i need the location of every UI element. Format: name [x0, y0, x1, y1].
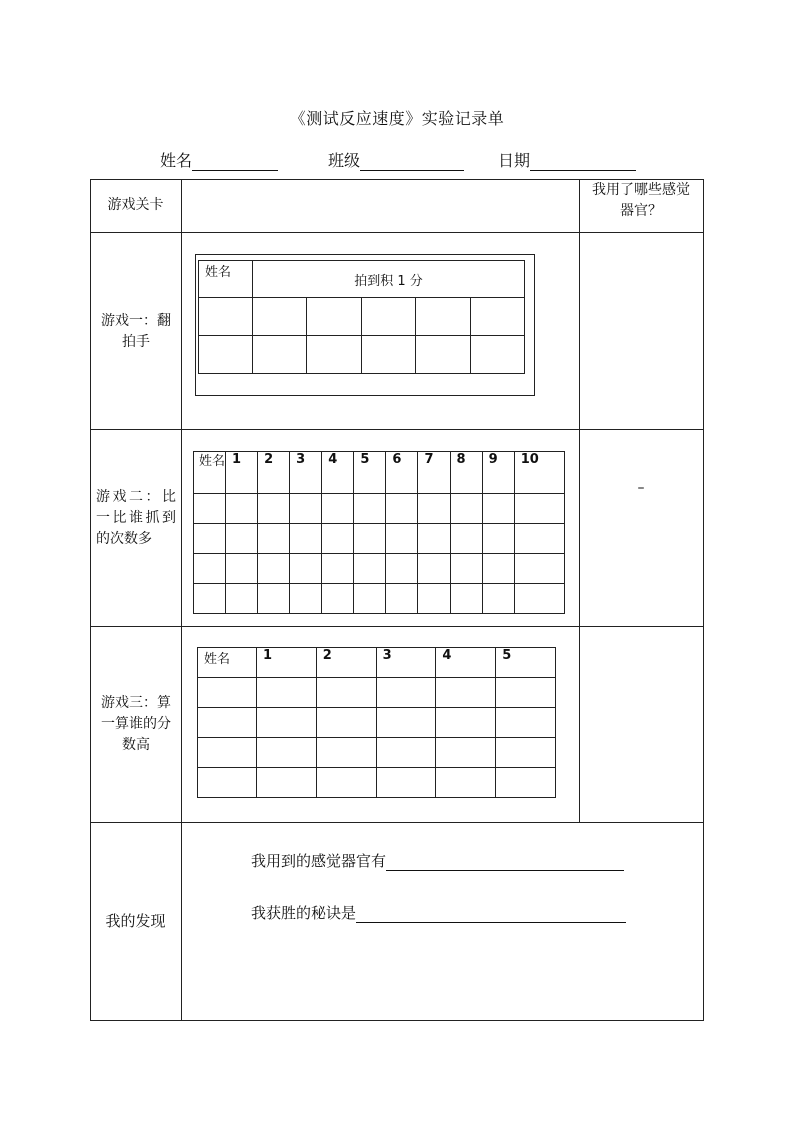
game1-name-header: 姓名: [199, 261, 253, 298]
senses-used-label: 我用到的感觉器官有: [251, 852, 387, 870]
game2-col-header: 2: [258, 452, 290, 494]
game1-cell[interactable]: [361, 336, 415, 374]
game3-cell[interactable]: [436, 738, 496, 768]
game1-cell[interactable]: [416, 298, 470, 336]
row-divider-1: [90, 232, 704, 233]
game3-cell[interactable]: [376, 738, 436, 768]
column-divider-1: [181, 179, 182, 1021]
game2-cell[interactable]: [194, 494, 226, 524]
game2-cell[interactable]: [194, 584, 226, 614]
row-divider-4: [90, 822, 704, 823]
game2-cell[interactable]: [322, 494, 354, 524]
game3-cell[interactable]: [436, 768, 496, 798]
game2-cell[interactable]: [258, 524, 290, 554]
game2-cell[interactable]: [514, 494, 564, 524]
stage-column-header: 游戏关卡: [107, 197, 164, 213]
game1-cell[interactable]: [470, 298, 525, 336]
winning-secret-field[interactable]: [251, 902, 626, 923]
game3-cell[interactable]: [257, 708, 317, 738]
game2-cell[interactable]: [482, 584, 514, 614]
row-divider-3: [90, 626, 704, 627]
row-divider-2: [90, 429, 704, 430]
game3-cell[interactable]: [198, 768, 257, 798]
game3-cell[interactable]: [436, 708, 496, 738]
game2-cell[interactable]: [258, 494, 290, 524]
class-field[interactable]: [328, 148, 464, 171]
senses-used-blank[interactable]: [386, 852, 624, 871]
game2-cell[interactable]: [258, 554, 290, 584]
game2-cell[interactable]: [418, 494, 450, 524]
page-title: 《测试反应速度》实验记录单: [289, 109, 505, 128]
game2-name-header: 姓名: [194, 452, 226, 494]
game2-col-header: 8: [450, 452, 482, 494]
game1-label: 游戏一：翻拍手: [101, 313, 171, 350]
game3-name-header: 姓名: [198, 648, 257, 678]
game3-col-header: 2: [316, 648, 376, 678]
game2-cell[interactable]: [386, 494, 418, 524]
game3-cell[interactable]: [376, 678, 436, 708]
senses-used-field[interactable]: [251, 850, 624, 871]
game2-cell[interactable]: [418, 584, 450, 614]
game1-cell[interactable]: [253, 298, 307, 336]
game2-cell[interactable]: [482, 524, 514, 554]
game2-cell[interactable]: [514, 524, 564, 554]
game3-cell[interactable]: [198, 738, 257, 768]
game3-cell[interactable]: [257, 738, 317, 768]
game2-col-header: 3: [290, 452, 322, 494]
game2-cell[interactable]: [226, 494, 258, 524]
game2-cell[interactable]: [418, 554, 450, 584]
game3-col-header: 3: [376, 648, 436, 678]
column-divider-2: [579, 179, 580, 823]
game2-cell[interactable]: [322, 524, 354, 554]
game1-cell[interactable]: [416, 336, 470, 374]
game3-cell[interactable]: [198, 678, 257, 708]
game3-cell[interactable]: [436, 678, 496, 708]
game2-cell[interactable]: [354, 554, 386, 584]
game3-cell[interactable]: [496, 738, 556, 768]
name-field[interactable]: [160, 148, 278, 171]
game2-cell[interactable]: [290, 494, 322, 524]
game2-cell[interactable]: [226, 584, 258, 614]
game1-cell[interactable]: [307, 298, 361, 336]
game3-col-header: 4: [436, 648, 496, 678]
class-blank[interactable]: [360, 152, 464, 171]
findings-label: 我的发现: [105, 912, 166, 930]
game2-col-header: 10: [514, 452, 564, 494]
game3-cell[interactable]: [257, 678, 317, 708]
game2-cell[interactable]: [194, 524, 226, 554]
date-blank[interactable]: [530, 152, 636, 171]
game2-cell[interactable]: [386, 584, 418, 614]
game2-label: 游戏二：比一比谁抓到的次数多: [96, 489, 176, 547]
game2-cell[interactable]: [354, 494, 386, 524]
game2-col-header: 6: [386, 452, 418, 494]
senses-column-header: 我用了哪些感觉器官？: [592, 182, 690, 219]
name-label: 姓名: [160, 151, 193, 170]
winning-secret-blank[interactable]: [356, 904, 626, 923]
game2-cell[interactable]: [386, 554, 418, 584]
date-label: 日期: [498, 151, 531, 170]
game2-cell[interactable]: [514, 554, 564, 584]
game2-cell[interactable]: [450, 584, 482, 614]
game2-table: [193, 451, 565, 614]
game3-label: 游戏三：算一算谁的分数高: [101, 695, 171, 753]
game3-cell[interactable]: [198, 708, 257, 738]
game3-cell[interactable]: [316, 678, 376, 708]
game3-col-header: 1: [257, 648, 317, 678]
game1-cell[interactable]: [361, 298, 415, 336]
game1-cell[interactable]: [253, 336, 307, 374]
game1-cell[interactable]: [199, 298, 253, 336]
game2-cell[interactable]: [482, 494, 514, 524]
winning-secret-label: 我获胜的秘诀是: [251, 904, 357, 922]
game3-cell[interactable]: [496, 708, 556, 738]
game2-cell[interactable]: [354, 584, 386, 614]
game2-col-header: 5: [354, 452, 386, 494]
game3-cell[interactable]: [496, 768, 556, 798]
game3-cell[interactable]: [257, 768, 317, 798]
name-blank[interactable]: [192, 152, 278, 171]
game3-col-header: 5: [496, 648, 556, 678]
game2-cell[interactable]: [450, 524, 482, 554]
game2-cell[interactable]: [450, 494, 482, 524]
game2-cell[interactable]: [386, 524, 418, 554]
game2-cell[interactable]: [290, 524, 322, 554]
game1-table: [198, 260, 525, 374]
game2-cell[interactable]: [482, 554, 514, 584]
game1-score-header: 拍到积 1 分: [253, 261, 525, 298]
game2-cell[interactable]: [514, 584, 564, 614]
game2-cell[interactable]: [226, 554, 258, 584]
game1-cell[interactable]: [199, 336, 253, 374]
game2-senses-mark: –: [637, 480, 645, 496]
class-label: 班级: [328, 151, 361, 170]
game3-cell[interactable]: [376, 708, 436, 738]
game2-cell[interactable]: [354, 524, 386, 554]
game2-col-header: 9: [482, 452, 514, 494]
game2-cell[interactable]: [322, 554, 354, 584]
game2-cell[interactable]: [418, 524, 450, 554]
game3-table: [197, 647, 556, 798]
game3-cell[interactable]: [316, 708, 376, 738]
game3-cell[interactable]: [496, 678, 556, 708]
game1-cell[interactable]: [307, 336, 361, 374]
game2-cell[interactable]: [290, 554, 322, 584]
game2-cell[interactable]: [290, 584, 322, 614]
game3-cell[interactable]: [316, 738, 376, 768]
game2-col-header: 4: [322, 452, 354, 494]
game2-cell[interactable]: [322, 584, 354, 614]
game2-col-header: 7: [418, 452, 450, 494]
game2-cell[interactable]: [194, 554, 226, 584]
game2-col-header: 1: [226, 452, 258, 494]
game3-cell[interactable]: [376, 768, 436, 798]
date-field[interactable]: [498, 148, 636, 171]
game2-cell[interactable]: [258, 584, 290, 614]
game2-cell[interactable]: [226, 524, 258, 554]
game3-cell[interactable]: [316, 768, 376, 798]
game1-cell[interactable]: [470, 336, 525, 374]
game2-cell[interactable]: [450, 554, 482, 584]
